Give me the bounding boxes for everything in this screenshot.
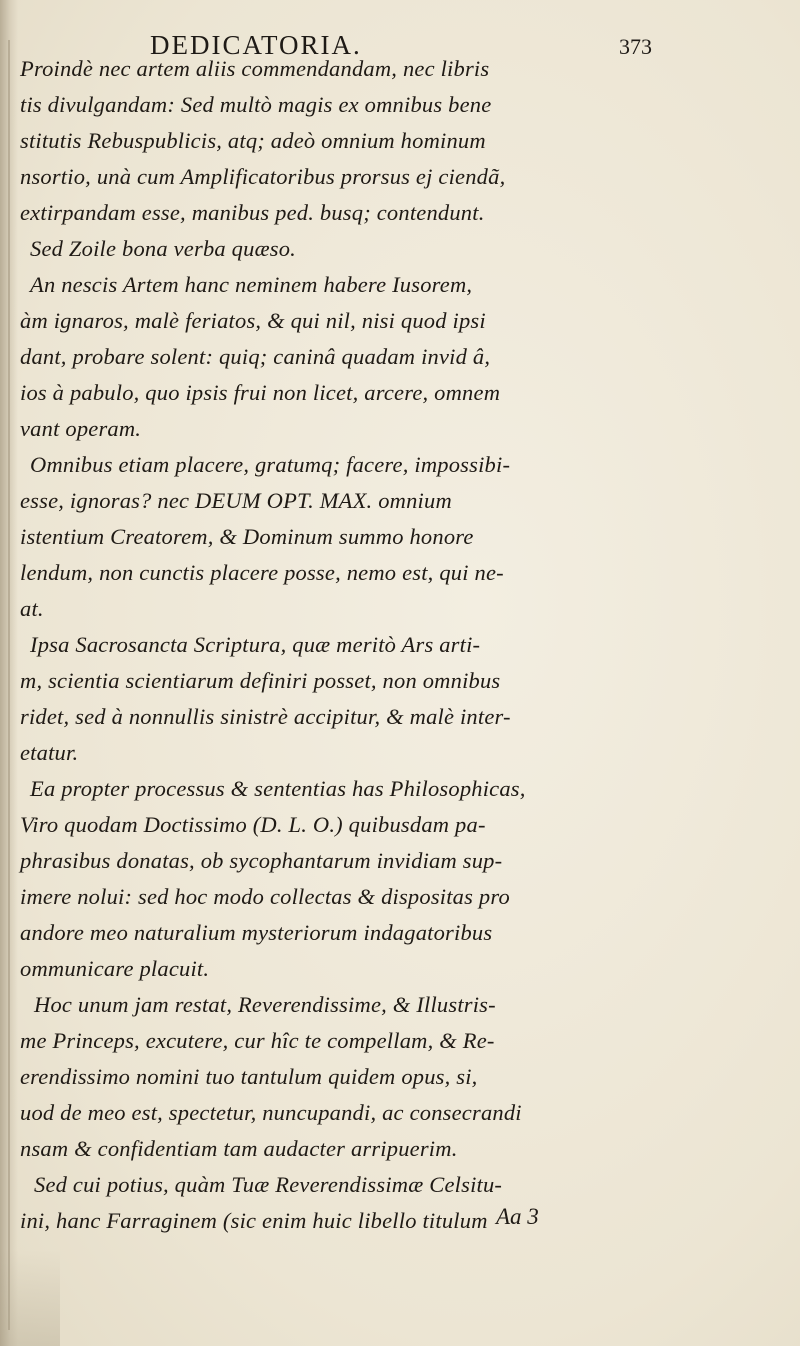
text-line: Sed cui potius, quàm Tuæ Reverendissimæ Celsitu- — [34, 1172, 503, 1197]
text-line: erendissimo nomini tuo tantulum quidem opus, si, — [20, 1064, 478, 1089]
text-line: m, scientia scientiarum definiri posset, non omnibus — [20, 668, 501, 693]
text-line: andore meo naturalium mysteriorum indagatoribus — [20, 920, 493, 945]
text-line: esse, ignoras? nec DEUM OPT. MAX. omnium — [20, 488, 452, 513]
running-title: DEDICATORIA. — [150, 30, 362, 60]
text-line: stitutis Rebuspublicis, atq; adeò omnium hominum — [20, 128, 486, 153]
text-line: uod de meo est, spectetur, nuncupandi, ac consecrandi — [20, 1100, 522, 1125]
text-line: istentium Creatorem, & Dominum summo honore — [20, 524, 474, 549]
text-line: Omnibus etiam placere, gratumq; facere, impossibi- — [30, 452, 511, 477]
text-line: Viro quodam Doctissimo (D. L. O.) quibusdam pa- — [20, 812, 486, 837]
gutter-shadow-line — [8, 40, 10, 1330]
text-line: nsam & confidentiam tam audacter arripuerim. — [20, 1136, 458, 1161]
text-line: ridet, sed à nonnullis sinistrè accipitur, & malè inter- — [20, 704, 511, 729]
page-number: 373 — [619, 34, 652, 59]
text-line: extirpandam esse, manibus ped. busq; contendunt. — [20, 200, 485, 225]
text-line: vant operam. — [20, 416, 142, 441]
text-line: dant, probare solent: quiq; caninâ quadam invid â, — [20, 344, 491, 369]
text-line: nsortio, unà cum Amplificatoribus prorsus ej ciendã, — [20, 164, 506, 189]
text-line: Hoc unum jam restat, Reverendissime, & Illustris- — [34, 992, 496, 1017]
text-line: ini, hanc Farraginem (sic enim huic libello titulum — [20, 1208, 488, 1233]
text-line: Ipsa Sacrosancta Scriptura, quæ meritò Ars arti- — [30, 632, 481, 657]
text-line: An nescis Artem hanc neminem habere Iusorem, — [30, 272, 473, 297]
text-line: àm ignaros, malè feriatos, & qui nil, nisi quod ipsi — [20, 308, 486, 333]
text-line: ommunicare placuit. — [20, 956, 210, 981]
text-line: imere nolui: sed hoc modo collectas & dispositas pro — [20, 884, 510, 909]
text-line: Ea propter processus & sententias has Philosophicas, — [30, 776, 526, 801]
text-line: ios à pabulo, quo ipsis frui non licet, arcere, omnem — [20, 380, 501, 405]
text-line: lendum, non cunctis placere posse, nemo est, qui ne- — [20, 560, 504, 585]
text-line: phrasibus donatas, ob sycophantarum invidiam sup- — [20, 848, 503, 873]
text-line: me Princeps, excutere, cur hîc te compellam, & Re- — [20, 1028, 495, 1053]
paper-stain — [0, 1250, 60, 1346]
text-line: Sed Zoile bona verba quæso. — [30, 236, 297, 261]
text-line: Proindè nec artem aliis commendandam, nec libris — [20, 56, 490, 81]
text-line: etatur. — [20, 740, 79, 765]
text-line: at. — [20, 596, 44, 621]
catchword-signature: Aa 3 — [496, 1204, 539, 1229]
text-line: tis divulgandam: Sed multò magis ex omnibus bene — [20, 92, 492, 117]
